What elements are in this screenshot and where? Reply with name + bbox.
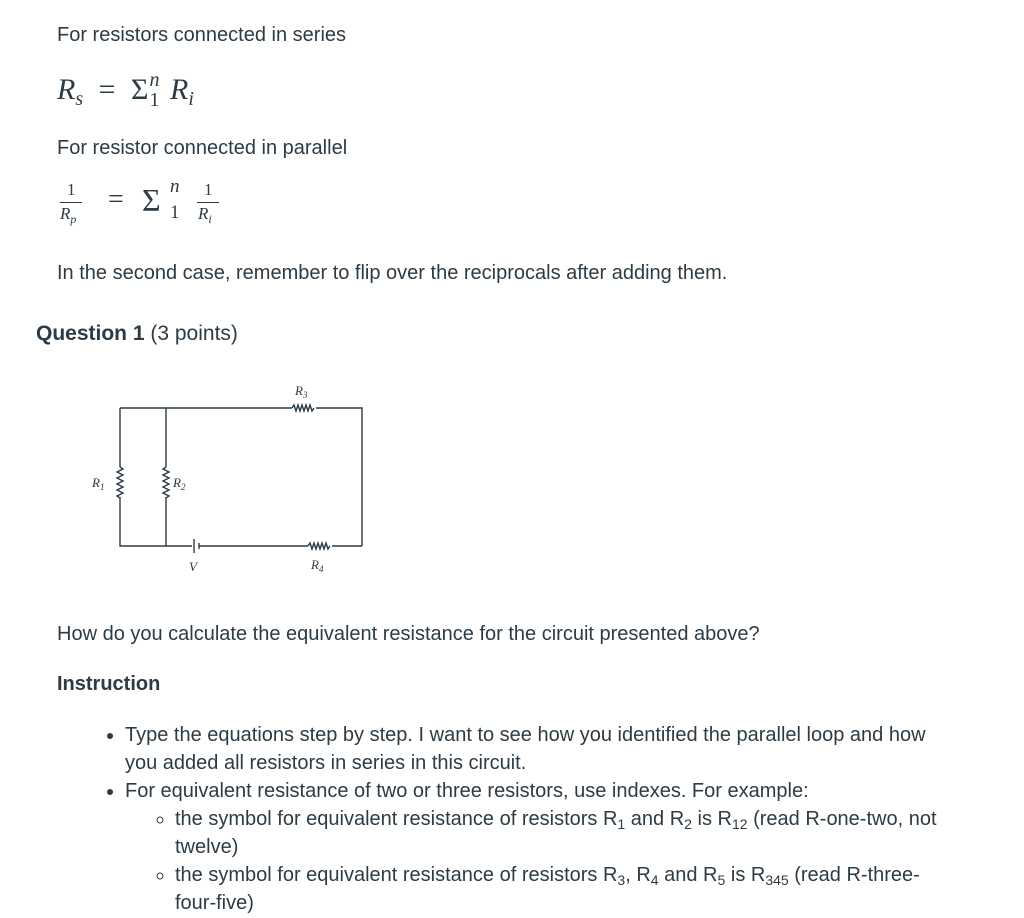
wire-top-right (316, 408, 362, 546)
resistor-r2 (163, 467, 169, 498)
label-r3: $R_3$ (295, 383, 308, 400)
sigma-symbol: Σ (131, 73, 149, 106)
instruction-heading: Instruction (57, 673, 161, 695)
wire-left-lower (120, 497, 166, 546)
resistor-r1 (117, 467, 123, 498)
fraction-bar (60, 202, 82, 203)
label-r1: $R_1$ (92, 475, 105, 492)
question-prompt: How do you calculate the equivalent resistance for the circuit presented above? (57, 623, 760, 645)
series-formula: $R_s = \Sigma$ n 1 $R_i$ (57, 69, 194, 111)
question-title: Question 1 (3 points) (36, 322, 238, 345)
list-item: • For equivalent resistance of two or three resistors, use indexes. For example: ◦ the symbol for equivalent resistance of resistors $R_1$ and $R_2$ is $R_{12}$ (read R-one-two, not twelve) ◦ the symbol for equivalent resistance of resistors $R_3$, $R_4$ and $R_5$ is $R_{345}$ (read R-three-four-five) (125, 777, 955, 917)
label-v: V (189, 559, 197, 574)
list-item: ◦ the symbol for equivalent resistance of resistors $R_1$ and $R_2$ is $R_{12}$ (read R-one-two, not twelve) (175, 805, 955, 861)
label-r4: $R_4$ (311, 557, 324, 574)
list-item: ◦ the symbol for equivalent resistance of resistors $R_3$, $R_4$ and $R_5$ is $R_{345}$ (read R-three-four-five) (175, 861, 955, 917)
example-list (125, 805, 955, 917)
resistor-r4 (308, 543, 330, 549)
fraction-bar (197, 202, 219, 203)
parallel-heading: For resistor connected in parallel (57, 137, 348, 159)
reciprocal-reminder: In the second case, remember to flip over the reciprocals after adding them. (57, 262, 728, 284)
circuit-diagram (80, 375, 380, 585)
label-r2: $R_2$ (173, 475, 186, 492)
series-heading: For resistors connected in series (57, 24, 347, 46)
parallel-formula: 1 $R_p$ = Σ n 1 1 $R_i$ (60, 180, 240, 240)
resistor-r3 (292, 405, 314, 411)
list-item: • Type the equations step by step. I want to see how you identified the parallel loop and how you added all resistors in series in this circuit. (125, 721, 955, 777)
instruction-list (105, 721, 955, 917)
sigma-symbol: Σ (142, 182, 161, 218)
